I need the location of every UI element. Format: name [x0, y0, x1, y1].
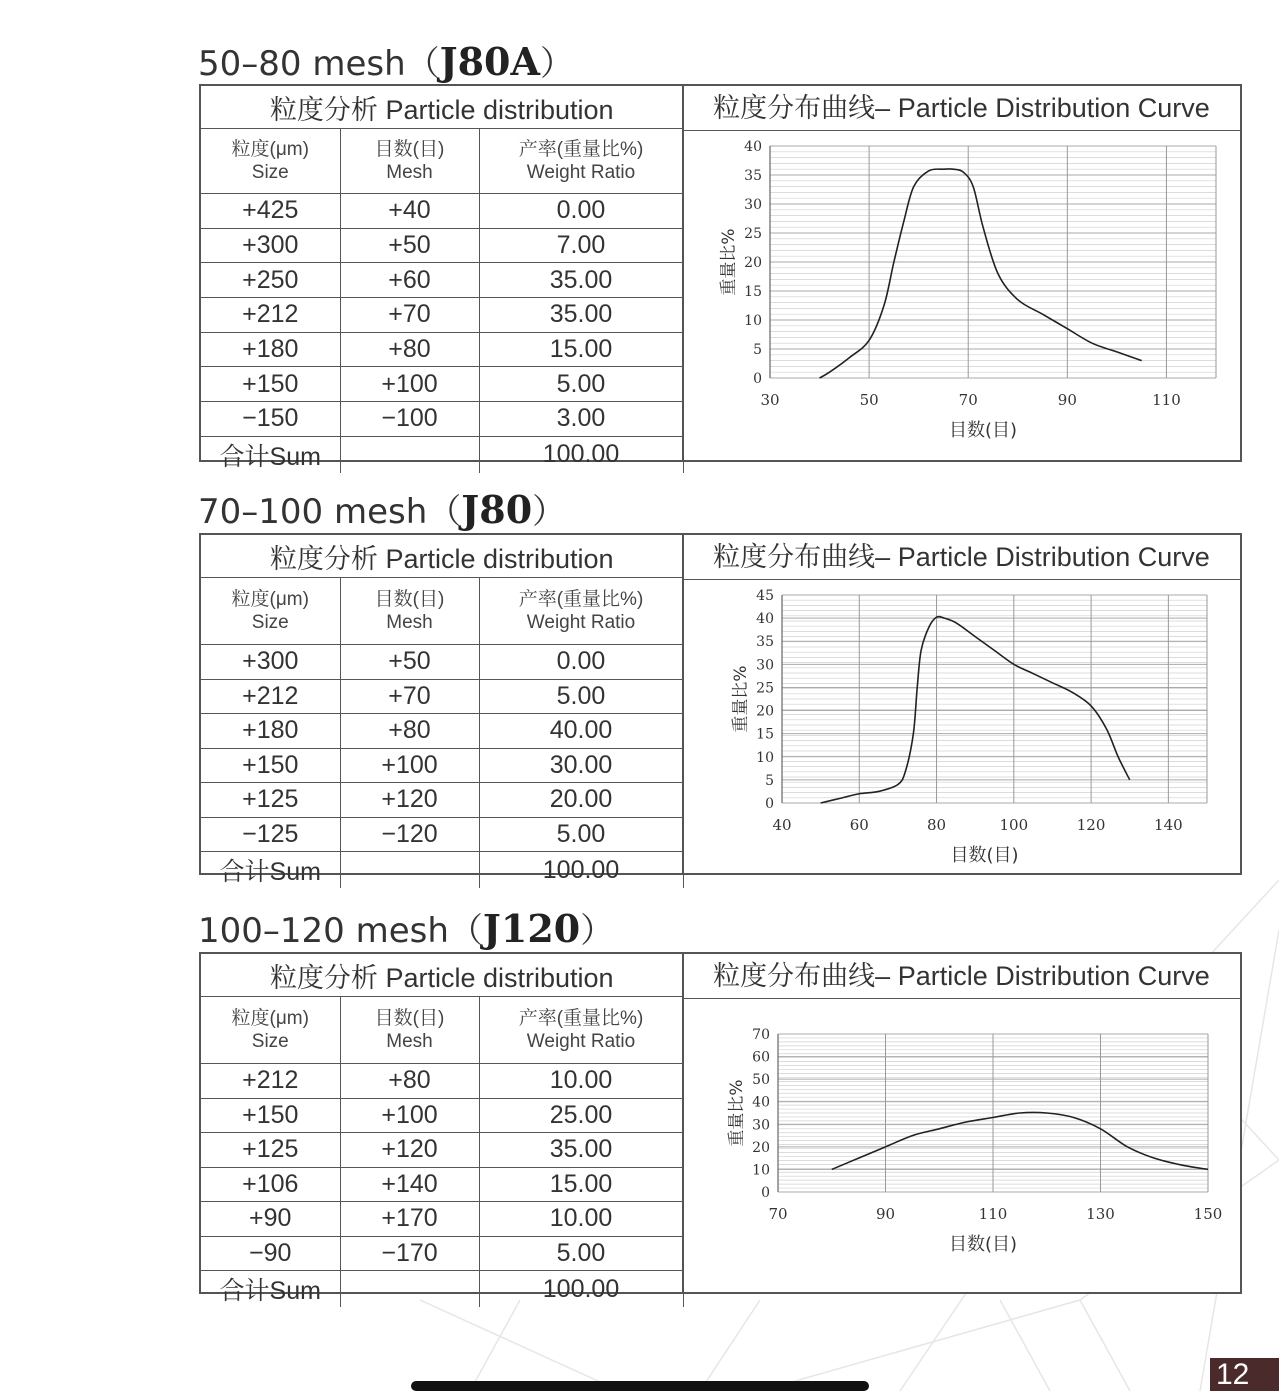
column-header-cn: 目数(目): [374, 589, 445, 610]
table-cell: −125: [201, 817, 340, 852]
y-tick-label: 10: [756, 749, 774, 766]
column-header: [201, 997, 340, 1064]
particle-table: [201, 954, 684, 1307]
table-cell: +70: [340, 679, 479, 714]
table-cell: +50: [340, 228, 479, 263]
table-cell: +120: [340, 1133, 479, 1168]
column-header-row: [201, 578, 683, 645]
table-row: [201, 1202, 683, 1237]
column-header-cn: 产率(重量比%): [518, 589, 644, 610]
table-cell: 5.00: [479, 367, 683, 402]
y-tick-label: 20: [752, 1139, 770, 1156]
table-cell: −150: [201, 402, 340, 437]
table-cell: 5.00: [479, 817, 683, 852]
table-row: [201, 367, 683, 402]
section-title-close: ）: [580, 911, 615, 951]
y-tick-label: 10: [752, 1162, 770, 1179]
section-title: [198, 907, 614, 951]
y-tick-label: 10: [744, 313, 762, 329]
product-code: J80: [461, 487, 533, 532]
y-tick-label: 20: [744, 255, 762, 271]
column-header-cn: 产率(重量比%): [518, 139, 644, 160]
curve-title: 粒度分布曲线– Particle Distribution Curve: [683, 954, 1240, 999]
table-cell: 10.00: [479, 1064, 683, 1099]
table-cell: +250: [201, 263, 340, 298]
table-cell: +212: [201, 298, 340, 333]
table-cell: +100: [340, 1098, 479, 1133]
table-row: [201, 714, 683, 749]
y-tick-label: 30: [752, 1117, 770, 1134]
y-tick-label: 35: [744, 168, 762, 184]
table-cell: 35.00: [479, 263, 683, 298]
table-title: 粒度分析 Particle distribution: [201, 954, 683, 997]
distribution-chart: [708, 1014, 1228, 1314]
section-title-text: 50–80 mesh（: [198, 44, 440, 84]
y-tick-label: 30: [756, 657, 774, 674]
panel-divider: [682, 535, 683, 873]
table-row: [201, 817, 683, 852]
table-row: [201, 298, 683, 333]
page-number: 12: [1210, 1358, 1279, 1391]
x-tick-label: 120: [1076, 816, 1106, 834]
table-cell: +125: [201, 1133, 340, 1168]
y-tick-label: 30: [744, 197, 762, 213]
table-cell: [340, 1271, 479, 1308]
column-header-cn: 粒度(μm): [231, 1008, 309, 1029]
table-cell: 10.00: [479, 1202, 683, 1237]
table-row: [201, 228, 683, 263]
table-cell: +80: [340, 714, 479, 749]
table-row: [201, 1236, 683, 1271]
table-cell: 100.00: [479, 1271, 683, 1308]
table-cell: +300: [201, 228, 340, 263]
table-cell: 3.00: [479, 402, 683, 437]
table-cell: 35.00: [479, 298, 683, 333]
section-title-close: ）: [532, 492, 567, 532]
table-cell: +100: [340, 748, 479, 783]
table-cell: 100.00: [479, 436, 683, 473]
table-cell: +425: [201, 194, 340, 229]
table-row: [201, 748, 683, 783]
y-tick-label: 50: [752, 1072, 770, 1089]
table-cell: +170: [340, 1202, 479, 1237]
column-header: [340, 129, 479, 194]
table-title-row: [201, 86, 683, 129]
table-cell: 5.00: [479, 1236, 683, 1271]
section-title: [198, 40, 574, 84]
product-code: J120: [482, 906, 581, 951]
table-row: [201, 1271, 683, 1308]
table-cell: +180: [201, 714, 340, 749]
table-cell: 100.00: [479, 852, 683, 889]
column-header-en: Mesh: [386, 162, 433, 183]
table-title: 粒度分析 Particle distribution: [201, 86, 683, 129]
column-header-en: Weight Ratio: [526, 612, 636, 633]
column-header-row: [201, 997, 683, 1064]
table-row: [201, 194, 683, 229]
column-header: [340, 578, 479, 645]
y-axis-label: 重量比%: [719, 228, 739, 296]
home-indicator-bar[interactable]: [411, 1381, 869, 1391]
x-axis-label: 目数(目): [948, 1234, 1018, 1255]
table-row: [201, 645, 683, 680]
table-cell: 30.00: [479, 748, 683, 783]
y-tick-label: 5: [753, 342, 762, 358]
table-cell: 合计Sum: [201, 852, 340, 889]
table-cell: [340, 436, 479, 473]
column-header-en: Mesh: [386, 612, 433, 633]
column-header-cn: 粒度(μm): [231, 139, 309, 160]
table-row: [201, 783, 683, 818]
x-tick-label: 70: [768, 1205, 788, 1223]
table-cell: 0.00: [479, 645, 683, 680]
table-cell: +106: [201, 1167, 340, 1202]
y-axis-label: 重量比%: [727, 1079, 747, 1147]
x-tick-label: 130: [1086, 1205, 1115, 1223]
section-title-close: ）: [539, 44, 574, 84]
y-tick-label: 20: [756, 703, 774, 720]
x-axis-label: 目数(目): [950, 845, 1019, 866]
table-cell: +212: [201, 1064, 340, 1099]
y-tick-label: 70: [752, 1027, 770, 1043]
x-tick-label: 110: [978, 1205, 1008, 1223]
y-tick-label: 45: [756, 588, 774, 604]
section-title-text: 70–100 mesh（: [198, 492, 462, 532]
column-header: [340, 997, 479, 1064]
column-header-cn: 目数(目): [374, 139, 445, 160]
table-title-row: [201, 535, 683, 578]
table-cell: +212: [201, 679, 340, 714]
y-tick-label: 5: [765, 772, 774, 789]
table-row: [201, 402, 683, 437]
table-cell: +100: [340, 367, 479, 402]
table-cell: +300: [201, 645, 340, 680]
table-cell: +80: [340, 1064, 479, 1099]
table-cell: 5.00: [479, 679, 683, 714]
table-cell: 20.00: [479, 783, 683, 818]
y-tick-label: 0: [753, 371, 762, 387]
panel-divider: [682, 954, 683, 1292]
x-axis-label: 目数(目): [948, 420, 1018, 441]
y-tick-label: 15: [756, 726, 774, 743]
table-cell: 25.00: [479, 1098, 683, 1133]
y-tick-label: 0: [765, 796, 774, 812]
column-header-en: Size: [251, 612, 289, 633]
column-header-en: Size: [251, 1031, 289, 1052]
y-tick-label: 15: [744, 284, 762, 300]
y-tick-label: 0: [761, 1185, 770, 1201]
x-tick-label: 140: [1154, 816, 1183, 834]
table-row: [201, 436, 683, 473]
table-row: [201, 1064, 683, 1099]
x-tick-label: 150: [1193, 1205, 1223, 1223]
x-tick-label: 60: [849, 816, 869, 834]
table-row: [201, 332, 683, 367]
table-row: [201, 263, 683, 298]
table-cell: +40: [340, 194, 479, 229]
table-cell: 合计Sum: [201, 1271, 340, 1308]
table-title: 粒度分析 Particle distribution: [201, 535, 683, 578]
table-cell: +120: [340, 783, 479, 818]
table-cell: +150: [201, 367, 340, 402]
table-row: [201, 1098, 683, 1133]
table-cell: +150: [201, 1098, 340, 1133]
column-header: [479, 578, 683, 645]
table-row: [201, 1133, 683, 1168]
column-header-en: Weight Ratio: [526, 1031, 636, 1052]
x-tick-label: 110: [1152, 391, 1181, 409]
x-tick-label: 70: [958, 391, 978, 409]
y-axis-label: 重量比%: [731, 665, 751, 733]
column-header-cn: 粒度(μm): [231, 589, 309, 610]
y-tick-label: 40: [744, 139, 762, 155]
panel-divider: [682, 86, 683, 460]
table-cell: +70: [340, 298, 479, 333]
column-header-en: Mesh: [386, 1031, 433, 1052]
y-tick-label: 60: [752, 1049, 770, 1066]
product-code: J80A: [439, 39, 540, 84]
table-cell: +80: [340, 332, 479, 367]
table-cell: −170: [340, 1236, 479, 1271]
table-cell: +60: [340, 263, 479, 298]
table-cell: [340, 852, 479, 889]
table-cell: −90: [201, 1236, 340, 1271]
x-tick-label: 90: [875, 1205, 896, 1223]
particle-table: [201, 86, 684, 473]
table-row: [201, 679, 683, 714]
table-cell: +50: [340, 645, 479, 680]
table-cell: +180: [201, 332, 340, 367]
column-header-cn: 产率(重量比%): [518, 1008, 644, 1029]
distribution-chart: [700, 126, 1220, 441]
column-header: [479, 129, 683, 194]
y-tick-label: 40: [756, 611, 774, 628]
table-cell: 40.00: [479, 714, 683, 749]
column-header-row: [201, 129, 683, 194]
table-title-row: [201, 954, 683, 997]
table-cell: +140: [340, 1167, 479, 1202]
table-cell: +125: [201, 783, 340, 818]
x-tick-label: 40: [772, 816, 792, 834]
column-header: [479, 997, 683, 1064]
table-cell: +150: [201, 748, 340, 783]
particle-table: [201, 535, 684, 888]
column-header-en: Size: [251, 162, 289, 183]
table-cell: +90: [201, 1202, 340, 1237]
table-cell: 0.00: [479, 194, 683, 229]
table-row: [201, 1167, 683, 1202]
distribution-chart: [712, 575, 1232, 875]
table-cell: 15.00: [479, 332, 683, 367]
x-tick-label: 50: [859, 391, 879, 409]
x-tick-label: 90: [1057, 391, 1077, 409]
section-title: [198, 488, 566, 532]
distribution-curve: [821, 617, 1130, 803]
table-cell: 35.00: [479, 1133, 683, 1168]
y-tick-label: 40: [752, 1094, 770, 1111]
table-cell: 7.00: [479, 228, 683, 263]
y-tick-label: 25: [756, 680, 774, 697]
x-tick-label: 100: [999, 816, 1029, 834]
x-tick-label: 30: [760, 391, 780, 409]
table-cell: 合计Sum: [201, 436, 340, 473]
table-cell: −100: [340, 402, 479, 437]
table-cell: 15.00: [479, 1167, 683, 1202]
x-tick-label: 80: [926, 816, 947, 834]
column-header: [201, 129, 340, 194]
table-cell: −120: [340, 817, 479, 852]
column-header-en: Weight Ratio: [526, 162, 636, 183]
section-title-text: 100–120 mesh（: [198, 911, 483, 951]
y-tick-label: 35: [756, 634, 774, 651]
column-header: [201, 578, 340, 645]
y-tick-label: 25: [744, 226, 762, 242]
curve-title: 粒度分布曲线– Particle Distribution Curve: [683, 86, 1240, 131]
table-row: [201, 852, 683, 889]
column-header-cn: 目数(目): [374, 1008, 445, 1029]
curve-title: 粒度分布曲线– Particle Distribution Curve: [683, 535, 1240, 580]
